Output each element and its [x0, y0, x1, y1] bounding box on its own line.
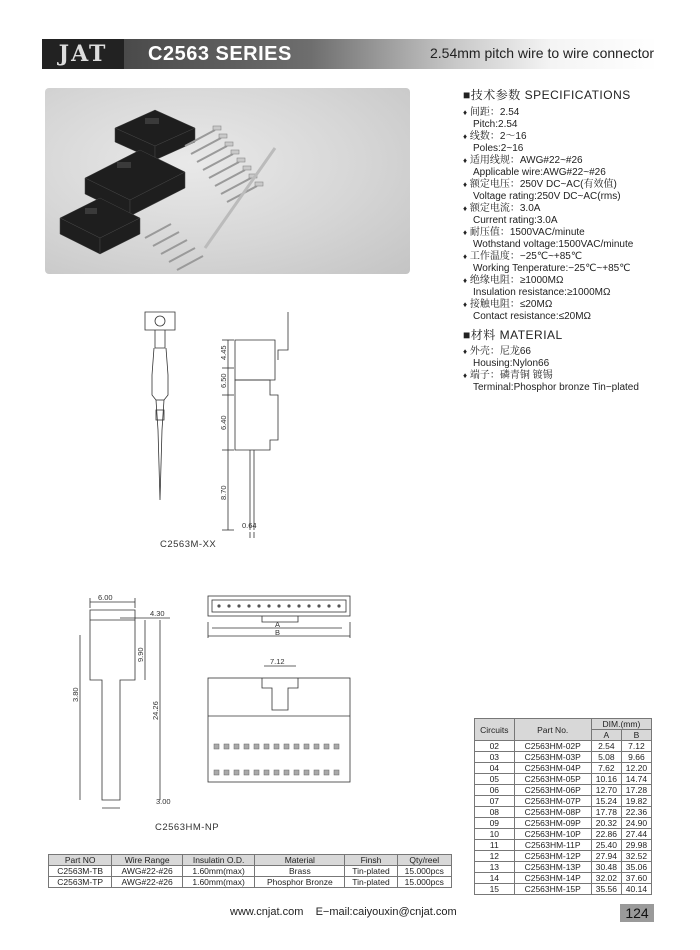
col-finish: Finsh: [345, 855, 397, 866]
specifications-section: [463, 86, 639, 394]
spec-item: ♦ 耐压值：1500VAC/minute Wothstand voltage:1500VAC/minute: [463, 227, 634, 250]
terminal-dim-445: 4.45: [219, 345, 228, 360]
col-dim: DIM.(mm): [591, 719, 651, 730]
spec-item: ♦ 接触电阻：≤20MΩ Contact resistance:≤20MΩ: [463, 299, 592, 322]
housing-dim-990: 9.90: [136, 647, 145, 662]
material-list: [463, 346, 639, 394]
table-row: 05 C2563HM-05P 10.16 14.74: [475, 774, 652, 785]
series-title: C2563 SERIES: [148, 43, 292, 65]
spec-item: ♦ 额定电压：250V DC~AC(有效值) Voltage rating:250V DC~AC(rms): [463, 179, 621, 202]
table-row: 04 C2563HM-04P 7.62 12.20: [475, 763, 652, 774]
dim-b: B: [275, 628, 281, 637]
col-wire-range: Wire Range: [112, 855, 183, 866]
housing-dim-380: 3.80: [71, 687, 80, 702]
table-row: 08 C2563HM-08P 17.78 22.36: [475, 807, 652, 818]
col-dim-b: B: [621, 730, 651, 741]
col-material: Material: [255, 855, 345, 866]
col-part-no: Part NO: [49, 855, 112, 866]
housing-front-drawing: [200, 588, 360, 788]
terminal-dim-064: 0.64: [242, 521, 257, 530]
material-heading-cn: 材料: [470, 328, 496, 342]
material-heading: ■材料 MATERIAL: [463, 328, 563, 342]
spec-item: ♦ 工作温度：−25℃~+85℃ Working Tenperature:−25℃~+85℃: [463, 251, 631, 274]
table-row: C2563M-TP AWG#22-#26 1.60mm(max) Phosphor Bronze Tin-plated 15.000pcs: [49, 877, 452, 888]
table-row: 02 C2563HM-02P 2.54 7.12: [475, 741, 652, 752]
spec-item: ♦ 适用线规：AWG#22~#26 Applicable wire:AWG#22~#26: [463, 155, 606, 178]
col-qty: Qty/reel: [397, 855, 451, 866]
housing-dim-2426: 24.26: [151, 701, 160, 720]
material-heading-en: MATERIAL: [499, 328, 563, 342]
product-photo: [45, 88, 410, 274]
col-insulation: Insulatin O.D.: [182, 855, 254, 866]
terminal-drawing: [130, 300, 310, 540]
spec-item: ♦ 间距：2.54 Pitch:2.54: [463, 107, 520, 130]
material-item: ♦ 外壳：尼龙66 Housing:Nylon66: [463, 346, 550, 369]
table-row: 11 C2563HM-11P 25.40 29.98: [475, 840, 652, 851]
terminal-dim-870: 8.70: [219, 485, 228, 500]
page-number: 124: [620, 904, 654, 922]
table-row: 15 C2563HM-15P 35.56 40.14: [475, 884, 652, 895]
parts-table: [48, 854, 452, 888]
footer-website[interactable]: www.cnjat.com: [230, 906, 304, 918]
spec-item: ♦ 线数：2～16 Poles:2~16: [463, 131, 527, 154]
dimension-table: [474, 718, 652, 895]
table-row: 12 C2563HM-12P 27.94 32.52: [475, 851, 652, 862]
footer-contact: [230, 906, 457, 918]
table-row: 13 C2563HM-13P 30.48 35.06: [475, 862, 652, 873]
col-dim-a: A: [591, 730, 621, 741]
terminal-dim-650: 6.50: [219, 373, 228, 388]
spec-heading-cn: 技术参数: [470, 88, 521, 102]
table-row: 06 C2563HM-06P 12.70 17.28: [475, 785, 652, 796]
specifications-heading: ■技术参数 SPECIFICATIONS: [463, 88, 631, 102]
housing-dim-712: 7.12: [270, 657, 285, 666]
spec-list: [463, 107, 639, 323]
table-row: 10 C2563HM-10P 22.86 27.44: [475, 829, 652, 840]
col-part-no: Part No.: [514, 719, 591, 741]
housing-label: C2563HM-NP: [155, 822, 220, 833]
table-row: 14 C2563HM-14P 32.02 37.60: [475, 873, 652, 884]
terminal-label: C2563M-XX: [160, 539, 217, 550]
dim-a: A: [275, 620, 281, 629]
table-row: C2563M-TB AWG#22-#26 1.60mm(max) Brass Tin-plated 15.000pcs: [49, 866, 452, 877]
material-item: ♦ 端子：磷青铜 镀锡 Terminal:Phosphor bronze Tin−plated: [463, 370, 639, 393]
table-row: 03 C2563HM-03P 5.08 9.66: [475, 752, 652, 763]
footer-email[interactable]: E−mail:caiyouxin@cnjat.com: [315, 906, 457, 918]
housing-dim-430: 4.30: [150, 609, 165, 618]
housing-dim-600: 6.00: [98, 593, 113, 602]
housing-dim-300: 3.00: [156, 797, 171, 806]
terminal-dim-640: 6.40: [219, 415, 228, 430]
housing-side-drawing: [60, 590, 190, 820]
spec-item: ♦ 额定电流：3.0A Current rating:3.0A: [463, 203, 558, 226]
spec-heading-en: SPECIFICATIONS: [524, 88, 631, 102]
brand-logo: JAT: [42, 39, 124, 69]
col-circuits: Circuits: [475, 719, 515, 741]
table-row: 09 C2563HM-09P 20.32 24.90: [475, 818, 652, 829]
spec-item: ♦ 绝缘电阻：≥1000MΩ Insulation resistance:≥1000MΩ: [463, 275, 611, 298]
table-row: 07 C2563HM-07P 15.24 19.82: [475, 796, 652, 807]
series-subtitle: 2.54mm pitch wire to wire connector: [430, 45, 655, 61]
